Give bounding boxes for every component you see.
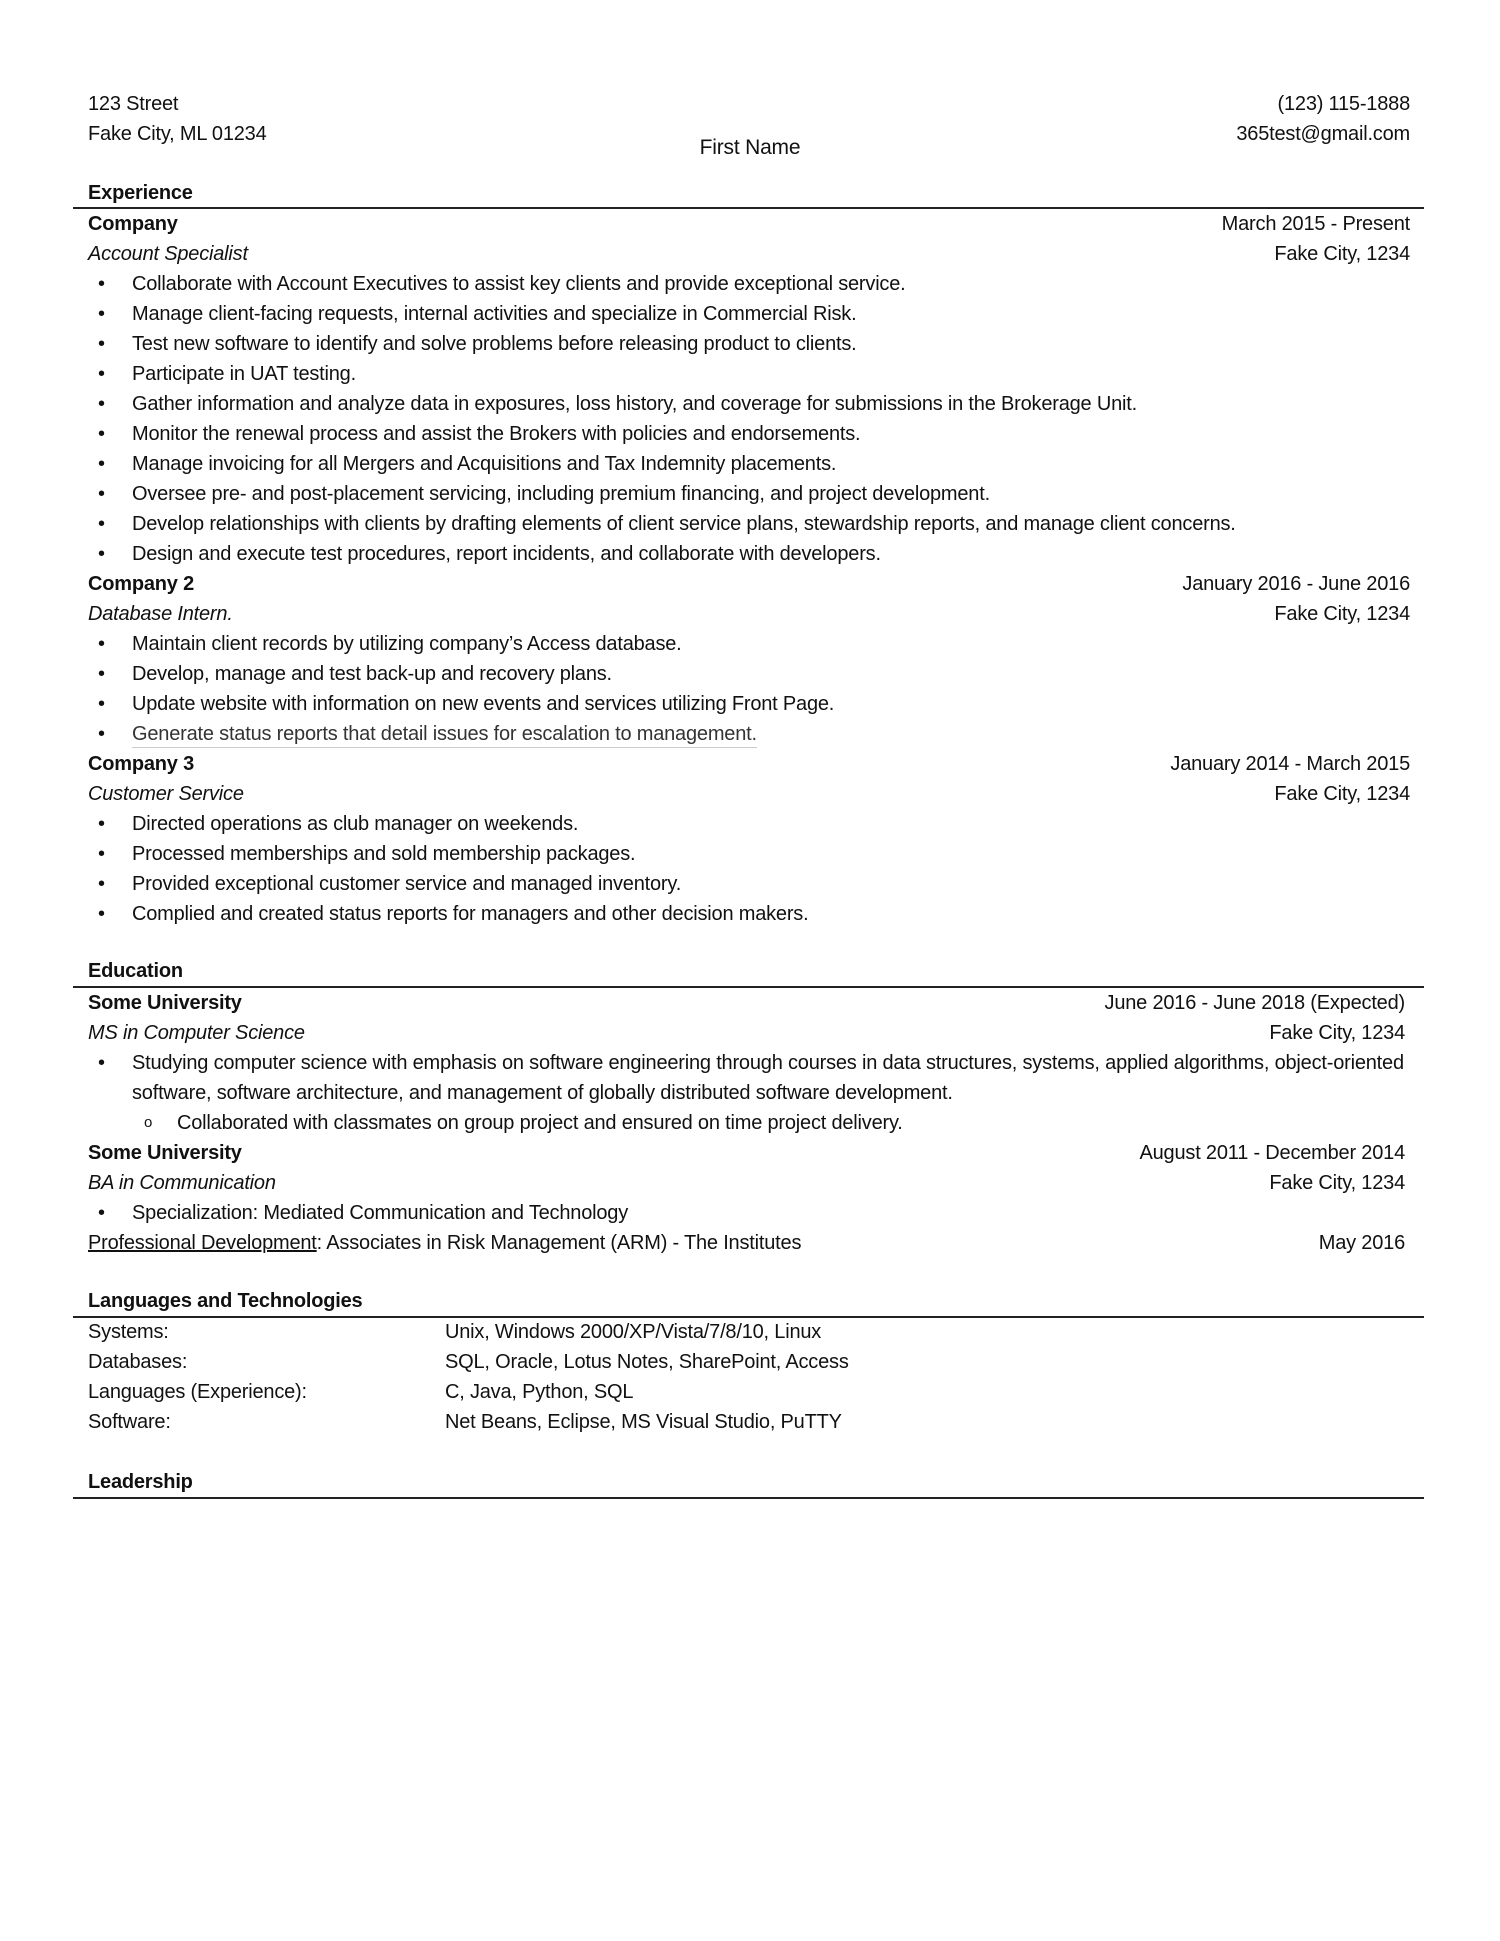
degree-row-right: Fake City, 1234 bbox=[1269, 1172, 1405, 1194]
language-row bbox=[88, 1347, 1410, 1377]
professional-development-text bbox=[88, 1228, 801, 1258]
languages-heading: Languages and Technologies bbox=[88, 1290, 363, 1312]
job-title-row-left: Account Specialist bbox=[88, 243, 248, 265]
job-title-row-right: Fake City, 1234 bbox=[1274, 603, 1410, 625]
bullet-item: • Oversee pre- and post-placement servicing, including premium financing, and project development. bbox=[88, 479, 1410, 509]
phone: (123) 115-1888 bbox=[1277, 93, 1410, 115]
job-header bbox=[88, 569, 1410, 599]
degree-row bbox=[88, 1018, 1405, 1048]
language-values: SQL, Oracle, Lotus Notes, SharePoint, Access bbox=[445, 1351, 849, 1373]
job-header-left: Company 2 bbox=[88, 573, 195, 595]
bullet-item: • Maintain client records by utilizing company’s Access database. bbox=[88, 629, 1410, 659]
degree-row bbox=[88, 1168, 1405, 1198]
bullet-item: • Processed memberships and sold membership packages. bbox=[88, 839, 1410, 869]
professional-development-detail: : Associates in Risk Management (ARM) - The Institutes bbox=[316, 1232, 802, 1254]
divider bbox=[73, 1497, 1424, 1499]
street: 123 Street bbox=[88, 93, 179, 115]
bullet-item: • Manage invoicing for all Mergers and Acquisitions and Tax Indemnity placements. bbox=[88, 449, 1410, 479]
job-header-right: March 2015 - Present bbox=[1221, 213, 1410, 235]
language-row bbox=[88, 1377, 1410, 1407]
bullet-item: • Gather information and analyze data in exposures, loss history, and coverage for submissions in the Brokerage Unit. bbox=[88, 389, 1410, 419]
job-title-row bbox=[88, 779, 1410, 809]
degree-row-left: BA in Communication bbox=[88, 1172, 276, 1194]
job-title-row-left: Database Intern. bbox=[88, 603, 233, 625]
bullet-item: • Develop, manage and test back-up and recovery plans. bbox=[88, 659, 1410, 689]
degree-row-left: MS in Computer Science bbox=[88, 1022, 305, 1044]
bullet-item: • Develop relationships with clients by drafting elements of client service plans, stewardship reports, and manage client concerns. bbox=[88, 509, 1410, 539]
language-values: Unix, Windows 2000/XP/Vista/7/8/10, Linux bbox=[445, 1321, 822, 1343]
job-header-left: Company bbox=[88, 213, 178, 235]
job-title-row bbox=[88, 599, 1410, 629]
contact bbox=[1236, 89, 1410, 149]
bullet-text: Generate status reports that detail issues for escalation to management. bbox=[132, 721, 757, 748]
degree-row-right: Fake City, 1234 bbox=[1269, 1022, 1405, 1044]
education-section bbox=[88, 988, 1405, 1258]
bullet-item bbox=[88, 719, 1410, 749]
language-category: Languages (Experience): bbox=[88, 1381, 307, 1403]
bullet-item: • Monitor the renewal process and assist the Brokers with policies and endorsements. bbox=[88, 419, 1410, 449]
language-values: C, Java, Python, SQL bbox=[445, 1381, 634, 1403]
sub-bullet-item: o Collaborated with classmates on group project and ensured on time project delivery. bbox=[88, 1108, 1405, 1138]
language-row bbox=[88, 1317, 1410, 1347]
school-header bbox=[88, 988, 1405, 1018]
bullet-item: • Studying computer science with emphasis on software engineering through courses in data structures, systems, applied algorithms, object-oriented software, software architecture, and management of globally distributed software development. bbox=[88, 1048, 1405, 1108]
school-header-right: June 2016 - June 2018 (Expected) bbox=[1104, 992, 1405, 1014]
languages-section bbox=[88, 1317, 1410, 1437]
bullet-item: • Test new software to identify and solve problems before releasing product to clients. bbox=[88, 329, 1410, 359]
bullet-item: • Specialization: Mediated Communication and Technology bbox=[88, 1198, 1405, 1228]
bullet-item: • Manage client-facing requests, internal activities and specialize in Commercial Risk. bbox=[88, 299, 1410, 329]
city: Fake City, ML 01234 bbox=[88, 123, 267, 145]
job-title-row bbox=[88, 239, 1410, 269]
job-title-row-left: Customer Service bbox=[88, 783, 244, 805]
job-title-row-right: Fake City, 1234 bbox=[1274, 243, 1410, 265]
job-header-left: Company 3 bbox=[88, 753, 195, 775]
professional-development bbox=[88, 1228, 1405, 1258]
school-header bbox=[88, 1138, 1405, 1168]
leadership-heading: Leadership bbox=[88, 1471, 193, 1493]
name: First Name bbox=[699, 136, 801, 159]
job-header-right: January 2016 - June 2016 bbox=[1182, 573, 1410, 595]
education-heading: Education bbox=[88, 960, 183, 982]
job-title-row-right: Fake City, 1234 bbox=[1274, 783, 1410, 805]
job-header-right: January 2014 - March 2015 bbox=[1170, 753, 1410, 775]
language-category: Software: bbox=[88, 1411, 171, 1433]
experience-heading: Experience bbox=[88, 182, 193, 204]
professional-development-label: Professional Development bbox=[88, 1232, 317, 1254]
language-row bbox=[88, 1407, 1410, 1437]
job-header bbox=[88, 749, 1410, 779]
professional-development-date: May 2016 bbox=[1318, 1232, 1405, 1254]
language-category: Systems: bbox=[88, 1321, 169, 1343]
school-header-left: Some University bbox=[88, 992, 242, 1014]
experience-section bbox=[88, 209, 1410, 929]
language-values: Net Beans, Eclipse, MS Visual Studio, PuTTY bbox=[445, 1411, 842, 1433]
bullet-item: • Design and execute test procedures, report incidents, and collaborate with developers. bbox=[88, 539, 1410, 569]
bullet-item: • Directed operations as club manager on weekends. bbox=[88, 809, 1410, 839]
bullet-item: • Provided exceptional customer service and managed inventory. bbox=[88, 869, 1410, 899]
bullet-item: • Update website with information on new events and services utilizing Front Page. bbox=[88, 689, 1410, 719]
language-category: Databases: bbox=[88, 1351, 188, 1373]
school-header-right: August 2011 - December 2014 bbox=[1139, 1142, 1405, 1164]
school-header-left: Some University bbox=[88, 1142, 242, 1164]
email: 365test@gmail.com bbox=[1236, 123, 1410, 145]
job-header bbox=[88, 209, 1410, 239]
bullet-item: • Collaborate with Account Executives to assist key clients and provide exceptional service. bbox=[88, 269, 1410, 299]
bullet-item: • Participate in UAT testing. bbox=[88, 359, 1410, 389]
bullet-item: • Complied and created status reports for managers and other decision makers. bbox=[88, 899, 1410, 929]
